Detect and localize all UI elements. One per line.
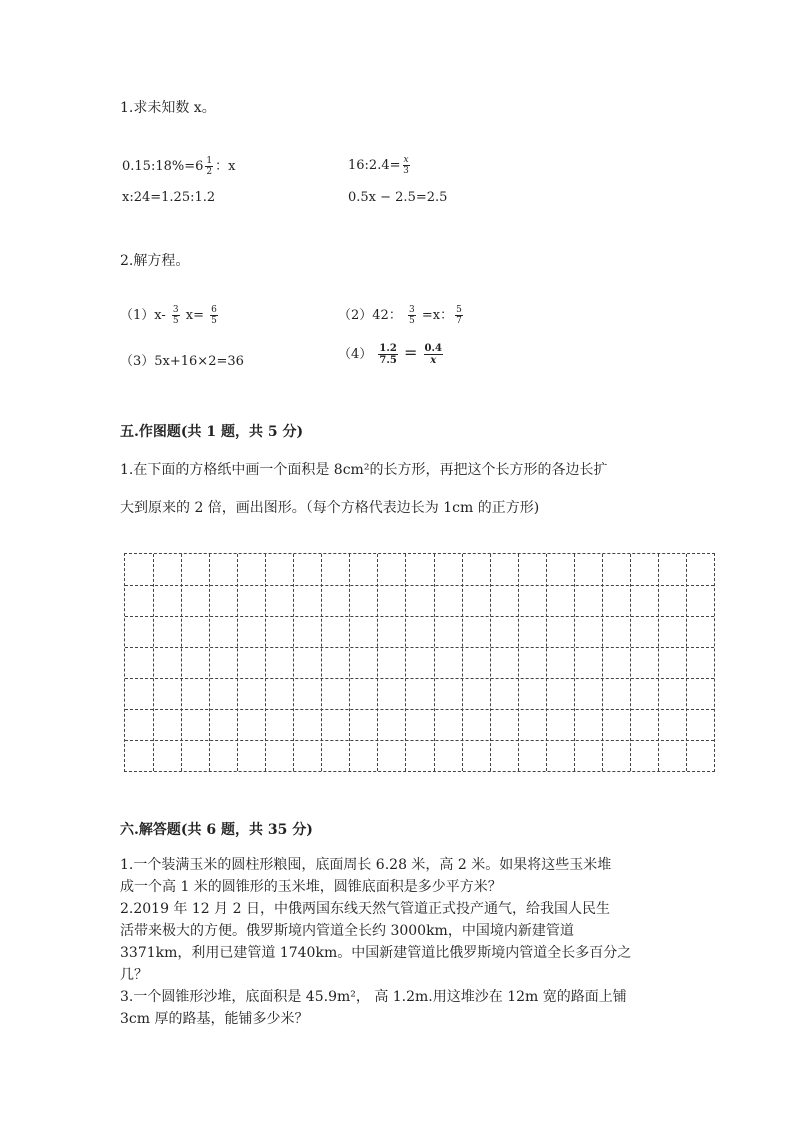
q2-title: 2.解方程。	[120, 253, 190, 269]
graph-paper-grid[interactable]	[124, 553, 715, 772]
expression-part: x=	[185, 308, 205, 323]
fraction	[403, 155, 410, 176]
grid-row-line	[125, 616, 714, 617]
text-line: 3.一个圆锥形沙堆，底面积是 45.9m²， 高 1.2m.用这堆沙在 12m 宽的路面上铺	[120, 989, 627, 1005]
equation-2-left: 16:2.4=	[348, 158, 401, 173]
problem-1-text	[120, 854, 680, 1030]
fraction-denominator: 7	[456, 316, 462, 326]
grid-column-line	[209, 554, 210, 771]
fraction	[424, 343, 443, 366]
text-line: 成一个高 1 米的圆锥形的玉米堆，圆锥底面积是多少平方米？	[120, 879, 502, 895]
problem-label: （4）	[338, 347, 373, 362]
expression-part: x-	[154, 308, 166, 323]
fraction-numerator: 5	[456, 305, 462, 315]
text-line: 几？	[120, 967, 148, 983]
section-5-line-2: 大到原来的 2 倍，画出图形。（每个方格代表边长为 1cm 的正方形)	[120, 500, 540, 516]
fraction-numerator: 3	[408, 305, 415, 315]
grid-row-line	[125, 647, 714, 648]
fraction-numerator: 6	[211, 305, 217, 315]
grid-column-line	[518, 554, 519, 771]
fraction-denominator: 5	[211, 316, 217, 326]
fraction	[172, 305, 180, 326]
fraction	[210, 305, 218, 326]
fraction	[408, 305, 416, 326]
grid-row-line	[125, 740, 714, 741]
section-5-line-1: 1.在下面的方格纸中画一个面积是 8cm²的长方形，再把这个长方形的各边长扩	[120, 462, 608, 478]
fraction-denominator: 5	[172, 316, 179, 326]
grid-row-line	[125, 585, 714, 586]
problem-label: （1）	[120, 308, 155, 323]
grid-column-line	[293, 554, 294, 771]
fraction-numerator: 1.2	[379, 343, 397, 354]
grid-column-line	[602, 554, 603, 771]
section-5-heading: 五.作图题(共 1 题，共 5 分)	[120, 424, 304, 440]
text-line: 3cm 厚的路基，能铺多少米？	[120, 1011, 309, 1027]
problem-3: （3）5x+16×2=36	[120, 354, 244, 369]
grid-column-line	[658, 554, 659, 771]
equation-1-left: 0.15:18%=6	[122, 159, 204, 174]
fraction-numerator: 0.4	[424, 343, 442, 354]
grid-column-line	[434, 554, 435, 771]
grid-row-line	[125, 678, 714, 679]
grid-column-line	[237, 554, 238, 771]
text-line: 1.一个装满玉米的圆柱形粮囤，底面周长 6.28 米，高 2 米。如果将这些玉米堆	[120, 857, 612, 873]
fraction-denominator: 7.5	[379, 355, 397, 366]
equation-1-right: ：x	[215, 159, 236, 174]
grid-row-line	[125, 709, 714, 710]
grid-column-line	[546, 554, 547, 771]
text-line: 3371km，利用已建管道 1740km。中国新建管道比俄罗斯境内管道全长多百分之	[120, 945, 632, 961]
fraction-denominator: x	[430, 355, 437, 366]
section-6-heading: 六.解答题(共 6 题，共 35 分)	[120, 822, 313, 838]
grid-column-line	[153, 554, 154, 771]
fraction-denominator: 5	[408, 316, 415, 326]
problem-4	[338, 343, 445, 366]
expression-part: =x：	[421, 308, 454, 323]
problem-label: （2）	[338, 308, 373, 323]
equals-sign: =	[403, 343, 418, 362]
equation-1	[122, 155, 235, 177]
fraction-numerator: 3	[172, 305, 179, 315]
grid-column-line	[686, 554, 687, 771]
grid-column-line	[490, 554, 491, 771]
equation-4: 0.5x − 2.5=2.5	[348, 190, 448, 205]
fraction-numerator: x	[403, 155, 409, 165]
grid-column-line	[321, 554, 322, 771]
grid-column-line	[462, 554, 463, 771]
problem-2	[338, 304, 465, 326]
fraction-numerator: 1	[206, 156, 213, 166]
grid-column-line	[377, 554, 378, 771]
grid-column-line	[181, 554, 182, 771]
text-line: 2.2019 年 12 月 2 日，中俄两国东线天然气管道正式投产通气，给我国人民生	[120, 901, 610, 917]
fraction	[455, 305, 463, 326]
q1-title: 1.求未知数 x。	[120, 100, 216, 116]
grid-column-line	[630, 554, 631, 771]
fraction	[205, 156, 213, 177]
fraction-denominator: 3	[403, 166, 409, 176]
grid-column-line	[405, 554, 406, 771]
equation-2	[348, 155, 412, 176]
expression-part: 42：	[372, 308, 402, 323]
problem-1	[120, 304, 220, 326]
grid-column-line	[574, 554, 575, 771]
grid-column-line	[349, 554, 350, 771]
fraction-denominator: 2	[206, 167, 213, 177]
equation-3: x:24=1.25:1.2	[122, 190, 216, 205]
text-line: 活带来极大的方便。俄罗斯境内管道全长约 3000km，中国境内新建管道	[120, 923, 574, 939]
grid-column-line	[265, 554, 266, 771]
fraction	[378, 343, 397, 366]
